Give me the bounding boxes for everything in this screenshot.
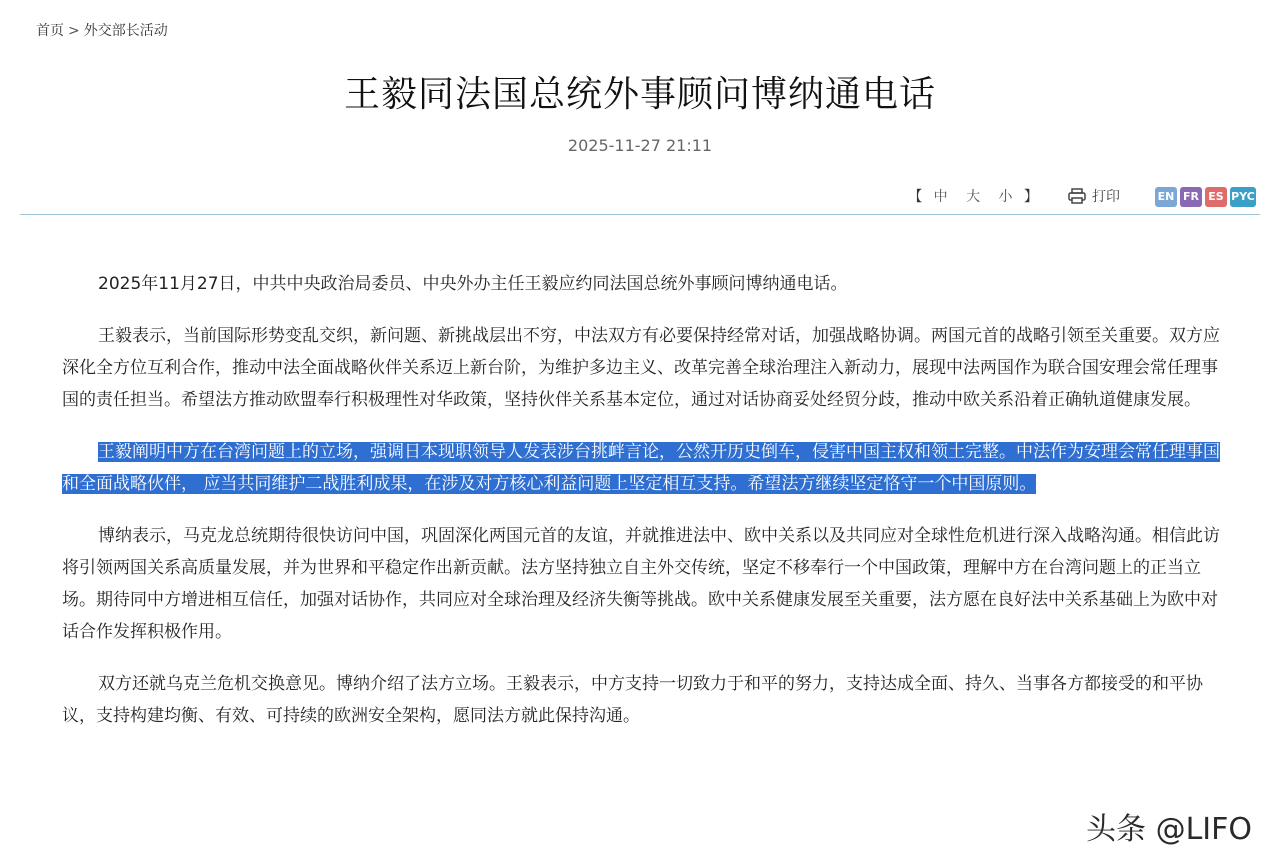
lang-ru-button[interactable]: PYC <box>1230 187 1256 207</box>
print-label: 打印 <box>1092 189 1120 205</box>
article-body <box>62 268 1224 752</box>
font-size-large-option[interactable]: 大 <box>966 189 981 205</box>
language-switcher <box>1152 185 1256 207</box>
font-size-small-option[interactable]: 小 <box>998 189 1013 205</box>
font-size-medium-option[interactable]: 中 <box>933 189 948 205</box>
article-paragraph: 博纳表示，马克龙总统期待很快访问中国，巩固深化两国元首的友谊，并就推进法中、欧中关系以及共同应对全球性危机进行深入战略沟通。相信此访将引领两国关系高质量发展，并为世界和平稳定作出新贡献。法方坚持独立自主外交传统，坚定不移奉行一个中国政策，理解中方在台湾问题上的正当立场。期待同中方增进相互信任，加强对话协作，共同应对全球治理及经济失衡等挑战。欧中关系健康发展至关重要，法方愿在良好法中关系基础上为欧中对话合作发挥积极作用。 <box>62 526 1220 642</box>
breadcrumb <box>36 20 168 40</box>
lang-fr-button[interactable]: FR <box>1180 187 1202 207</box>
breadcrumb-separator: > <box>68 23 80 39</box>
article-toolbar <box>908 184 1256 208</box>
article-title: 王毅同法国总统外事顾问博纳通电话 <box>343 74 936 115</box>
font-size-selector <box>908 186 1038 206</box>
printer-icon <box>1068 188 1086 204</box>
article-paragraph: 双方还就乌克兰危机交换意见。博纳介绍了法方立场。王毅表示，中方支持一切致力于和平的努力，支持达成全面、持久、当事各方都接受的和平协议，支持构建均衡、有效、可持续的欧洲安全架构，愿同法方就此保持沟通。 <box>62 674 1203 726</box>
watermark: 头条 @LIFO <box>1086 812 1252 847</box>
print-button[interactable] <box>1068 186 1120 206</box>
header-divider <box>20 214 1260 215</box>
breadcrumb-home-link[interactable]: 首页 <box>36 23 64 39</box>
bracket-open: 【 <box>908 189 923 205</box>
article-paragraph: 2025年11月27日，中共中央政治局委员、中央外办主任王毅应约同法国总统外事顾问博纳通电话。 <box>98 274 848 294</box>
article-date: 2025-11-27 21:11 <box>567 136 713 155</box>
article-paragraph: 王毅表示，当前国际形势变乱交织，新问题、新挑战层出不穷，中法双方有必要保持经常对话，加强战略协调。两国元首的战略引领至关重要。双方应深化全方位互利合作，推动中法全面战略伙伴关系迈上新台阶，为维护多边主义、改革完善全球治理注入新动力，展现中法两国作为联合国安理会常任理事国的责任担当。希望法方推动欧盟奉行积极理性对华政策，坚持伙伴关系基本定位，通过对话协商妥处经贸分歧，推动中欧关系沿着正确轨道健康发展。 <box>62 326 1220 410</box>
lang-en-button[interactable]: EN <box>1155 187 1177 207</box>
bracket-close: 】 <box>1024 189 1038 205</box>
article-paragraph-highlighted <box>62 436 1224 500</box>
selected-text: 王毅阐明中方在台湾问题上的立场，强调日本现职领导人发表涉台挑衅言论，公然开历史倒车，侵害中国主权和领土完整。中法作为安理会常任理事国和全面战略伙伴， 应当共同维护二战胜利成果，在涉及对方核心利益问题上坚定相互支持。希望法方继续坚定恪守一个中国原则。 <box>62 442 1220 494</box>
lang-es-button[interactable]: ES <box>1205 187 1227 207</box>
breadcrumb-section-link[interactable]: 外交部长活动 <box>83 23 168 39</box>
